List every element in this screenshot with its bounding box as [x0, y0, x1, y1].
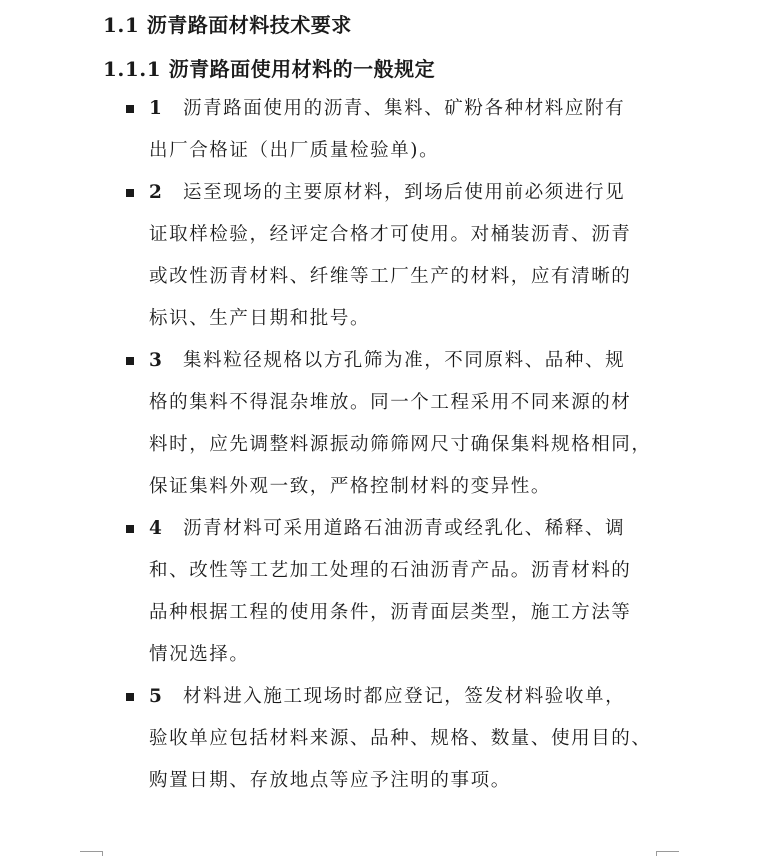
- square-bullet-icon: [126, 693, 134, 701]
- list-item-line: 1 沥青路面使用的沥青、集料、矿粉各种材料应附有: [149, 88, 669, 130]
- list-item-line: 出厂合格证（出厂质量检验单)。: [149, 140, 440, 161]
- list-item-body: [149, 172, 669, 340]
- list-item-line: 验收单应包括材料来源、品种、规格、数量、使用目的、: [149, 728, 652, 749]
- list-item-line: 品种根据工程的使用条件，沥青面层类型，施工方法等: [149, 602, 632, 623]
- square-bullet-icon: [126, 357, 134, 365]
- list-item-line: 标识、生产日期和批号。: [149, 308, 371, 329]
- list-item: [0, 508, 773, 676]
- square-bullet-icon: [126, 525, 134, 533]
- subsection-heading: 1.1.1 沥青路面使用材料的一般规定: [103, 57, 436, 81]
- section-heading: 1.1 沥青路面材料技术要求: [103, 13, 352, 37]
- list-item: [0, 676, 773, 802]
- page-corner-mark-left: [80, 851, 103, 856]
- list-item-body: [149, 676, 669, 802]
- list-item-line: 格的集料不得混杂堆放。同一个工程采用不同来源的材: [149, 392, 632, 413]
- list-item-line: 2 运至现场的主要原材料，到场后使用前必须进行见: [149, 172, 669, 214]
- item-number: 4: [149, 518, 162, 539]
- list-item-line: 保证集料外观一致，严格控制材料的变异性。: [149, 476, 552, 497]
- list-item-line: 情况选择。: [149, 644, 250, 665]
- list-item-line: 3 集料粒径规格以方孔筛为准，不同原料、品种、规: [149, 340, 669, 382]
- item-number: 1: [149, 98, 162, 119]
- list-item-line: 或改性沥青材料、纤维等工厂生产的材料，应有清晰的: [149, 266, 632, 287]
- list-item-body: [149, 340, 669, 508]
- list-item-line: 和、改性等工艺加工处理的石油沥青产品。沥青材料的: [149, 560, 632, 581]
- requirements-list: [0, 88, 773, 802]
- list-item-line: 5 材料进入施工现场时都应登记，签发材料验收单，: [149, 676, 669, 718]
- list-item-body: [149, 508, 669, 676]
- square-bullet-icon: [126, 189, 134, 197]
- square-bullet-icon: [126, 105, 134, 113]
- list-item-body: [149, 88, 669, 172]
- list-item: [0, 340, 773, 508]
- item-number: 3: [149, 350, 162, 371]
- list-item-line: 购置日期、存放地点等应予注明的事项。: [149, 770, 511, 791]
- list-item: [0, 172, 773, 340]
- list-item-line: 料时，应先调整料源振动筛筛网尺寸确保集料规格相同，: [149, 434, 652, 455]
- list-item-line: 证取样检验，经评定合格才可使用。对桶装沥青、沥青: [149, 224, 632, 245]
- list-item-line: 4 沥青材料可采用道路石油沥青或经乳化、稀释、调: [149, 508, 669, 550]
- item-number: 2: [149, 182, 162, 203]
- list-item: [0, 88, 773, 172]
- item-number: 5: [149, 686, 162, 707]
- page-corner-mark-right: [656, 851, 679, 856]
